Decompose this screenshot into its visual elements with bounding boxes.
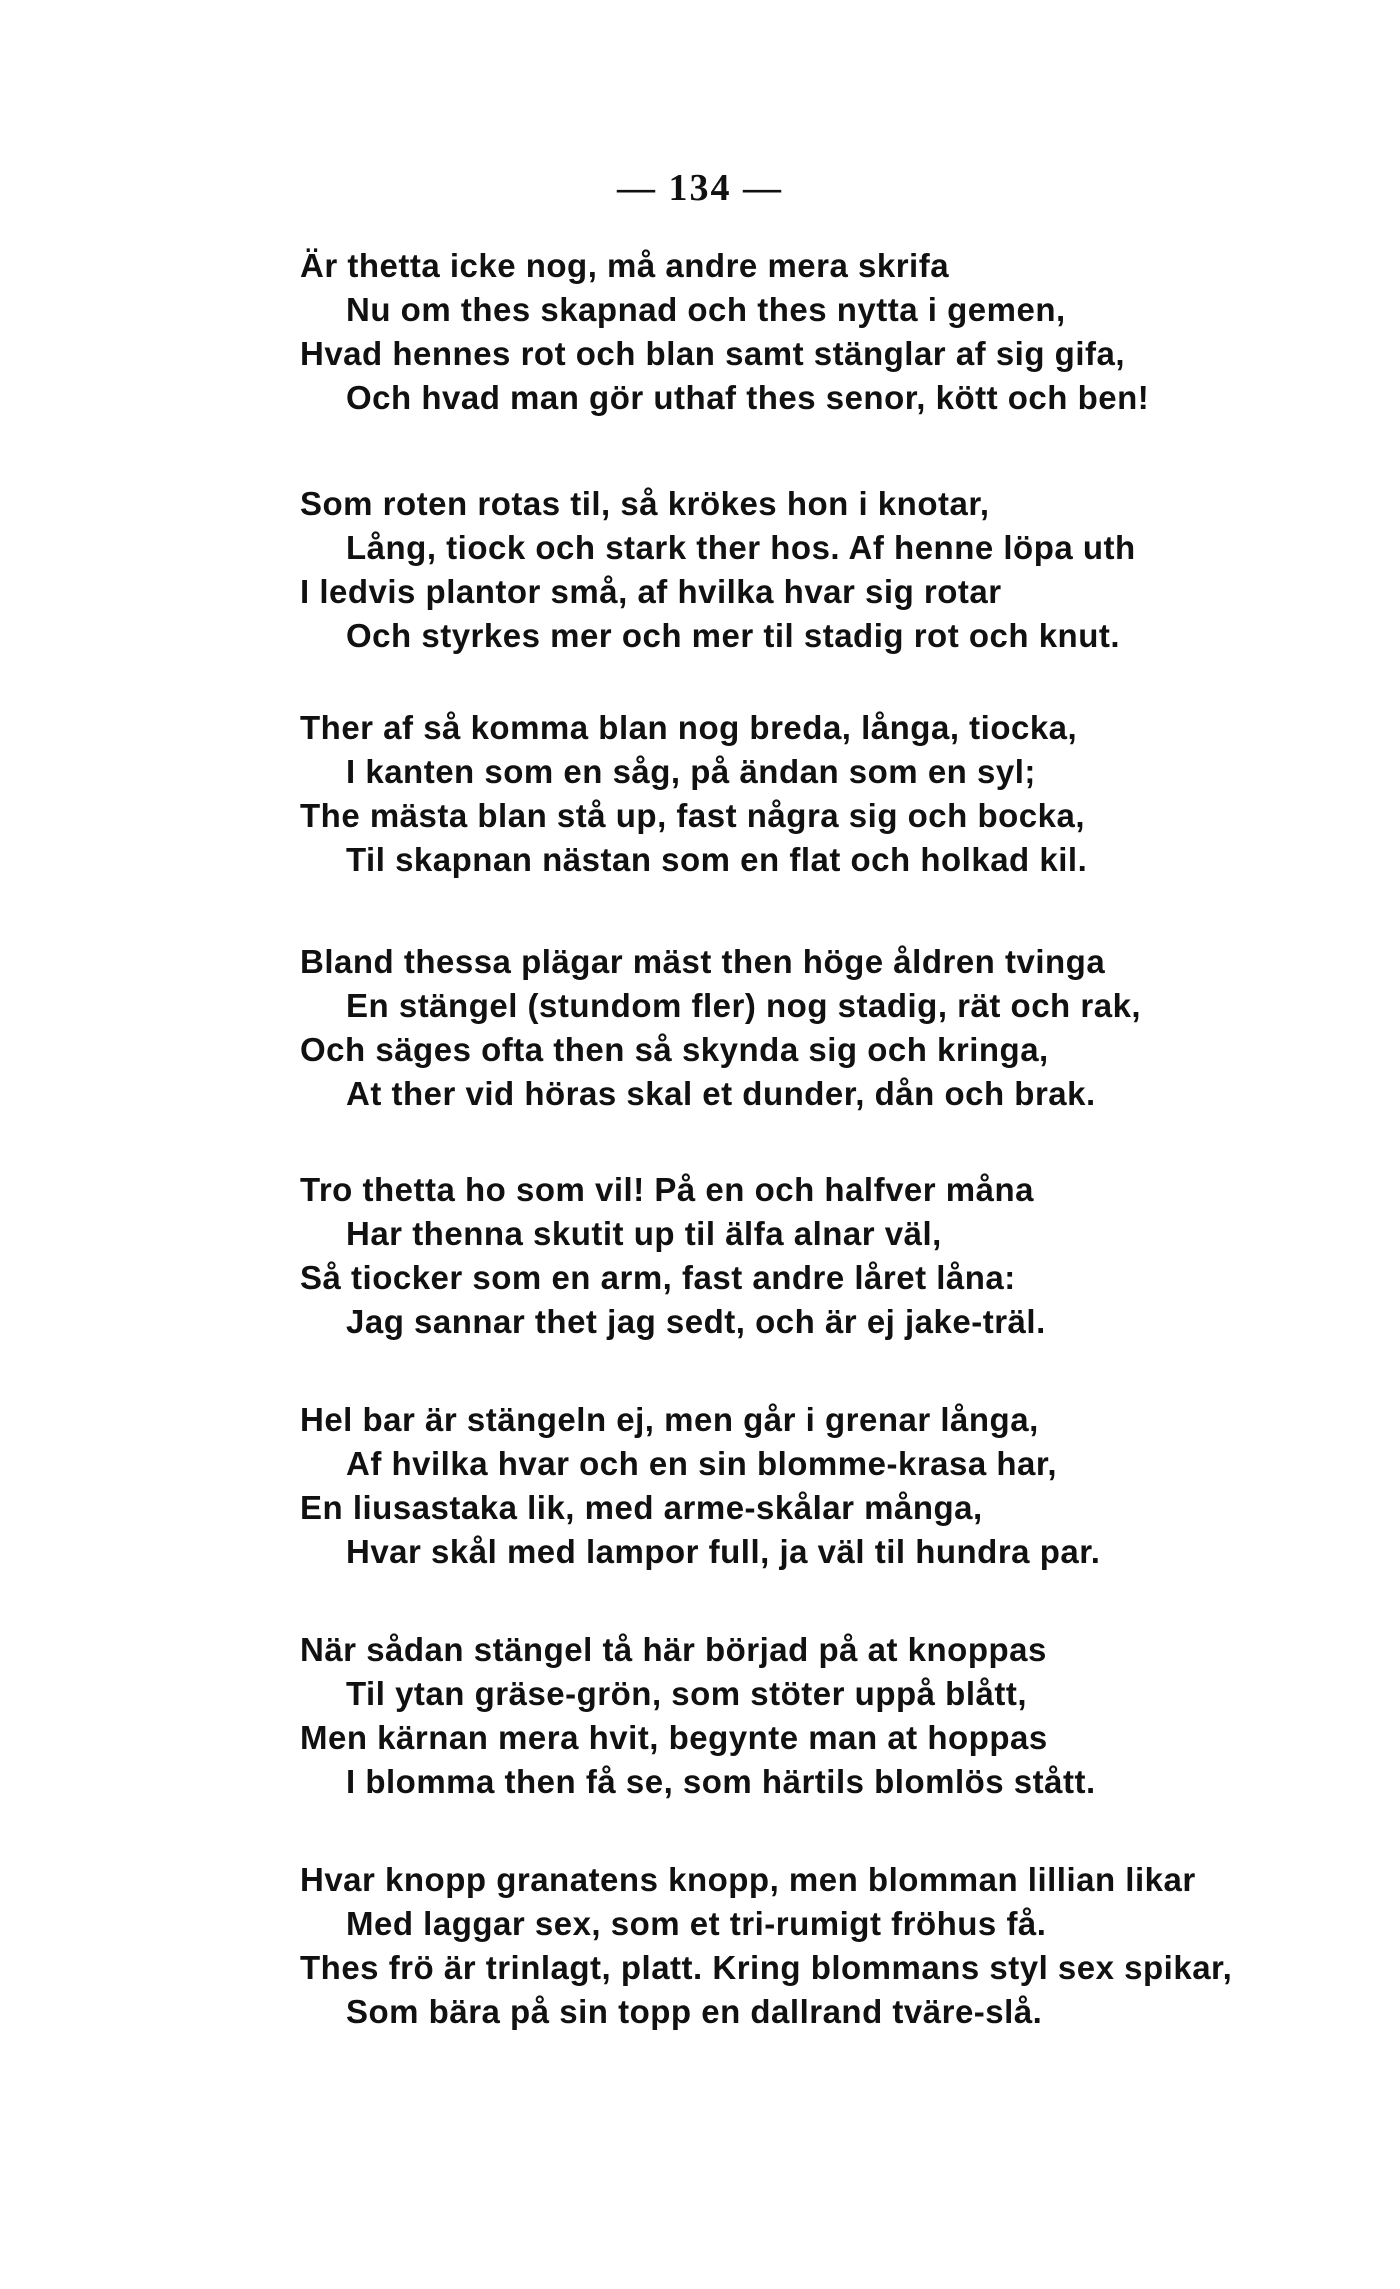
- stanza-3: [300, 706, 1350, 882]
- stanza-7: [300, 1628, 1350, 1804]
- verse-line: Bland thessa plägar mäst then höge åldren tvinga: [300, 943, 1106, 980]
- verse-line: Hel bar är stängeln ej, men går i grenar långa,: [300, 1401, 1039, 1438]
- verse-line: Af hvilka hvar och en sin blomme-krasa har,: [346, 1445, 1058, 1482]
- verse-line: Och säges ofta then så skynda sig och kringa,: [300, 1031, 1049, 1068]
- verse-line: Lång, tiock och stark ther hos. Af henne löpa uth: [346, 529, 1136, 566]
- verse-line: Thes frö är trinlagt, platt. Kring blommans styl sex spikar,: [300, 1949, 1233, 1986]
- stanza-2: [300, 482, 1350, 658]
- verse-line: Nu om thes skapnad och thes nytta i gemen,: [346, 291, 1066, 328]
- verse-line: I kanten som en såg, på ändan som en syl;: [346, 753, 1036, 790]
- verse-line: Ther af så komma blan nog breda, långa, tiocka,: [300, 709, 1078, 746]
- verse-line: Och styrkes mer och mer til stadig rot och knut.: [346, 617, 1121, 654]
- verse-line: Så tiocker som en arm, fast andre låret låna:: [300, 1259, 1016, 1296]
- verse-line: Til skapnan nästan som en flat och holkad kil.: [346, 841, 1088, 878]
- verse-line: At ther vid höras skal et dunder, dån och brak.: [346, 1075, 1096, 1112]
- verse-line: The mästa blan stå up, fast några sig och bocka,: [300, 797, 1086, 834]
- verse-line: Men kärnan mera hvit, begynte man at hoppas: [300, 1719, 1048, 1756]
- verse-line: I ledvis plantor små, af hvilka hvar sig rotar: [300, 573, 1002, 610]
- stanza-8: [300, 1858, 1350, 2034]
- verse-line: Som bära på sin topp en dallrand tväre-slå.: [346, 1993, 1043, 2030]
- verse-line: Är thetta icke nog, må andre mera skrifa: [300, 247, 950, 284]
- verse-line: Med laggar sex, som et tri-rumigt fröhus få.: [346, 1905, 1047, 1942]
- verse-line: När sådan stängel tå här börjad på at knoppas: [300, 1631, 1047, 1668]
- verse-line: Til ytan gräse-grön, som stöter uppå blått,: [346, 1675, 1027, 1712]
- verse-line: Jag sannar thet jag sedt, och är ej jake-träl.: [346, 1303, 1046, 1340]
- verse-line: Hvad hennes rot och blan samt stänglar af sig gifa,: [300, 335, 1126, 372]
- verse-line: Har thenna skutit up til älfa alnar väl,: [346, 1215, 942, 1252]
- verse-line: Tro thetta ho som vil! På en och halfver måna: [300, 1171, 1034, 1208]
- verse-line: Hvar skål med lampor full, ja väl til hundra par.: [346, 1533, 1101, 1570]
- stanza-6: [300, 1398, 1350, 1574]
- verse-line: Hvar knopp granatens knopp, men blomman lillian likar: [300, 1861, 1196, 1898]
- stanza-4: [300, 940, 1350, 1116]
- stanza-5: [300, 1168, 1350, 1344]
- verse-line: I blomma then få se, som härtils blomlös stått.: [346, 1763, 1096, 1800]
- stanza-1: [300, 244, 1350, 420]
- verse-line: En stängel (stundom fler) nog stadig, rät och rak,: [346, 987, 1142, 1024]
- verse-line: En liusastaka lik, med arme-skålar många,: [300, 1489, 983, 1526]
- verse-line: Som roten rotas til, så krökes hon i knotar,: [300, 485, 990, 522]
- verse-line: Och hvad man gör uthaf thes senor, kött och ben!: [346, 379, 1150, 416]
- page-number: — 134 —: [617, 167, 783, 209]
